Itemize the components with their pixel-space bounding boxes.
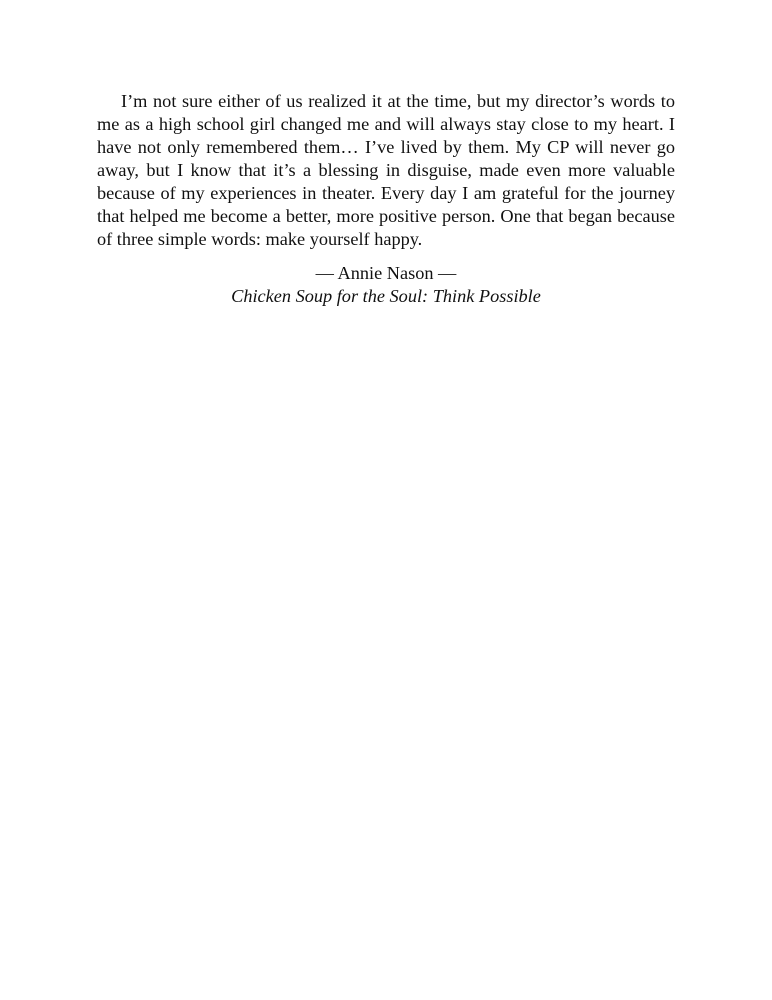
attribution-block (97, 262, 675, 308)
story-paragraph: I’m not sure either of us realized it at the time, but my director’s words to me as a high school girl changed me and will always stay close to my heart. I have not only remembered them… I’ve lived by them. My CP will never go away, but I know that it’s a blessing in disguise, made even more valuable because of my experiences in theater. Every day I am grateful for the journey that helped me become a better, more positive person. One that began because of three simple words: make yourself happy. (97, 91, 675, 249)
author-name: — Annie Nason — (315, 263, 457, 283)
book-title: Chicken Soup for the Soul: Think Possible (231, 286, 541, 306)
